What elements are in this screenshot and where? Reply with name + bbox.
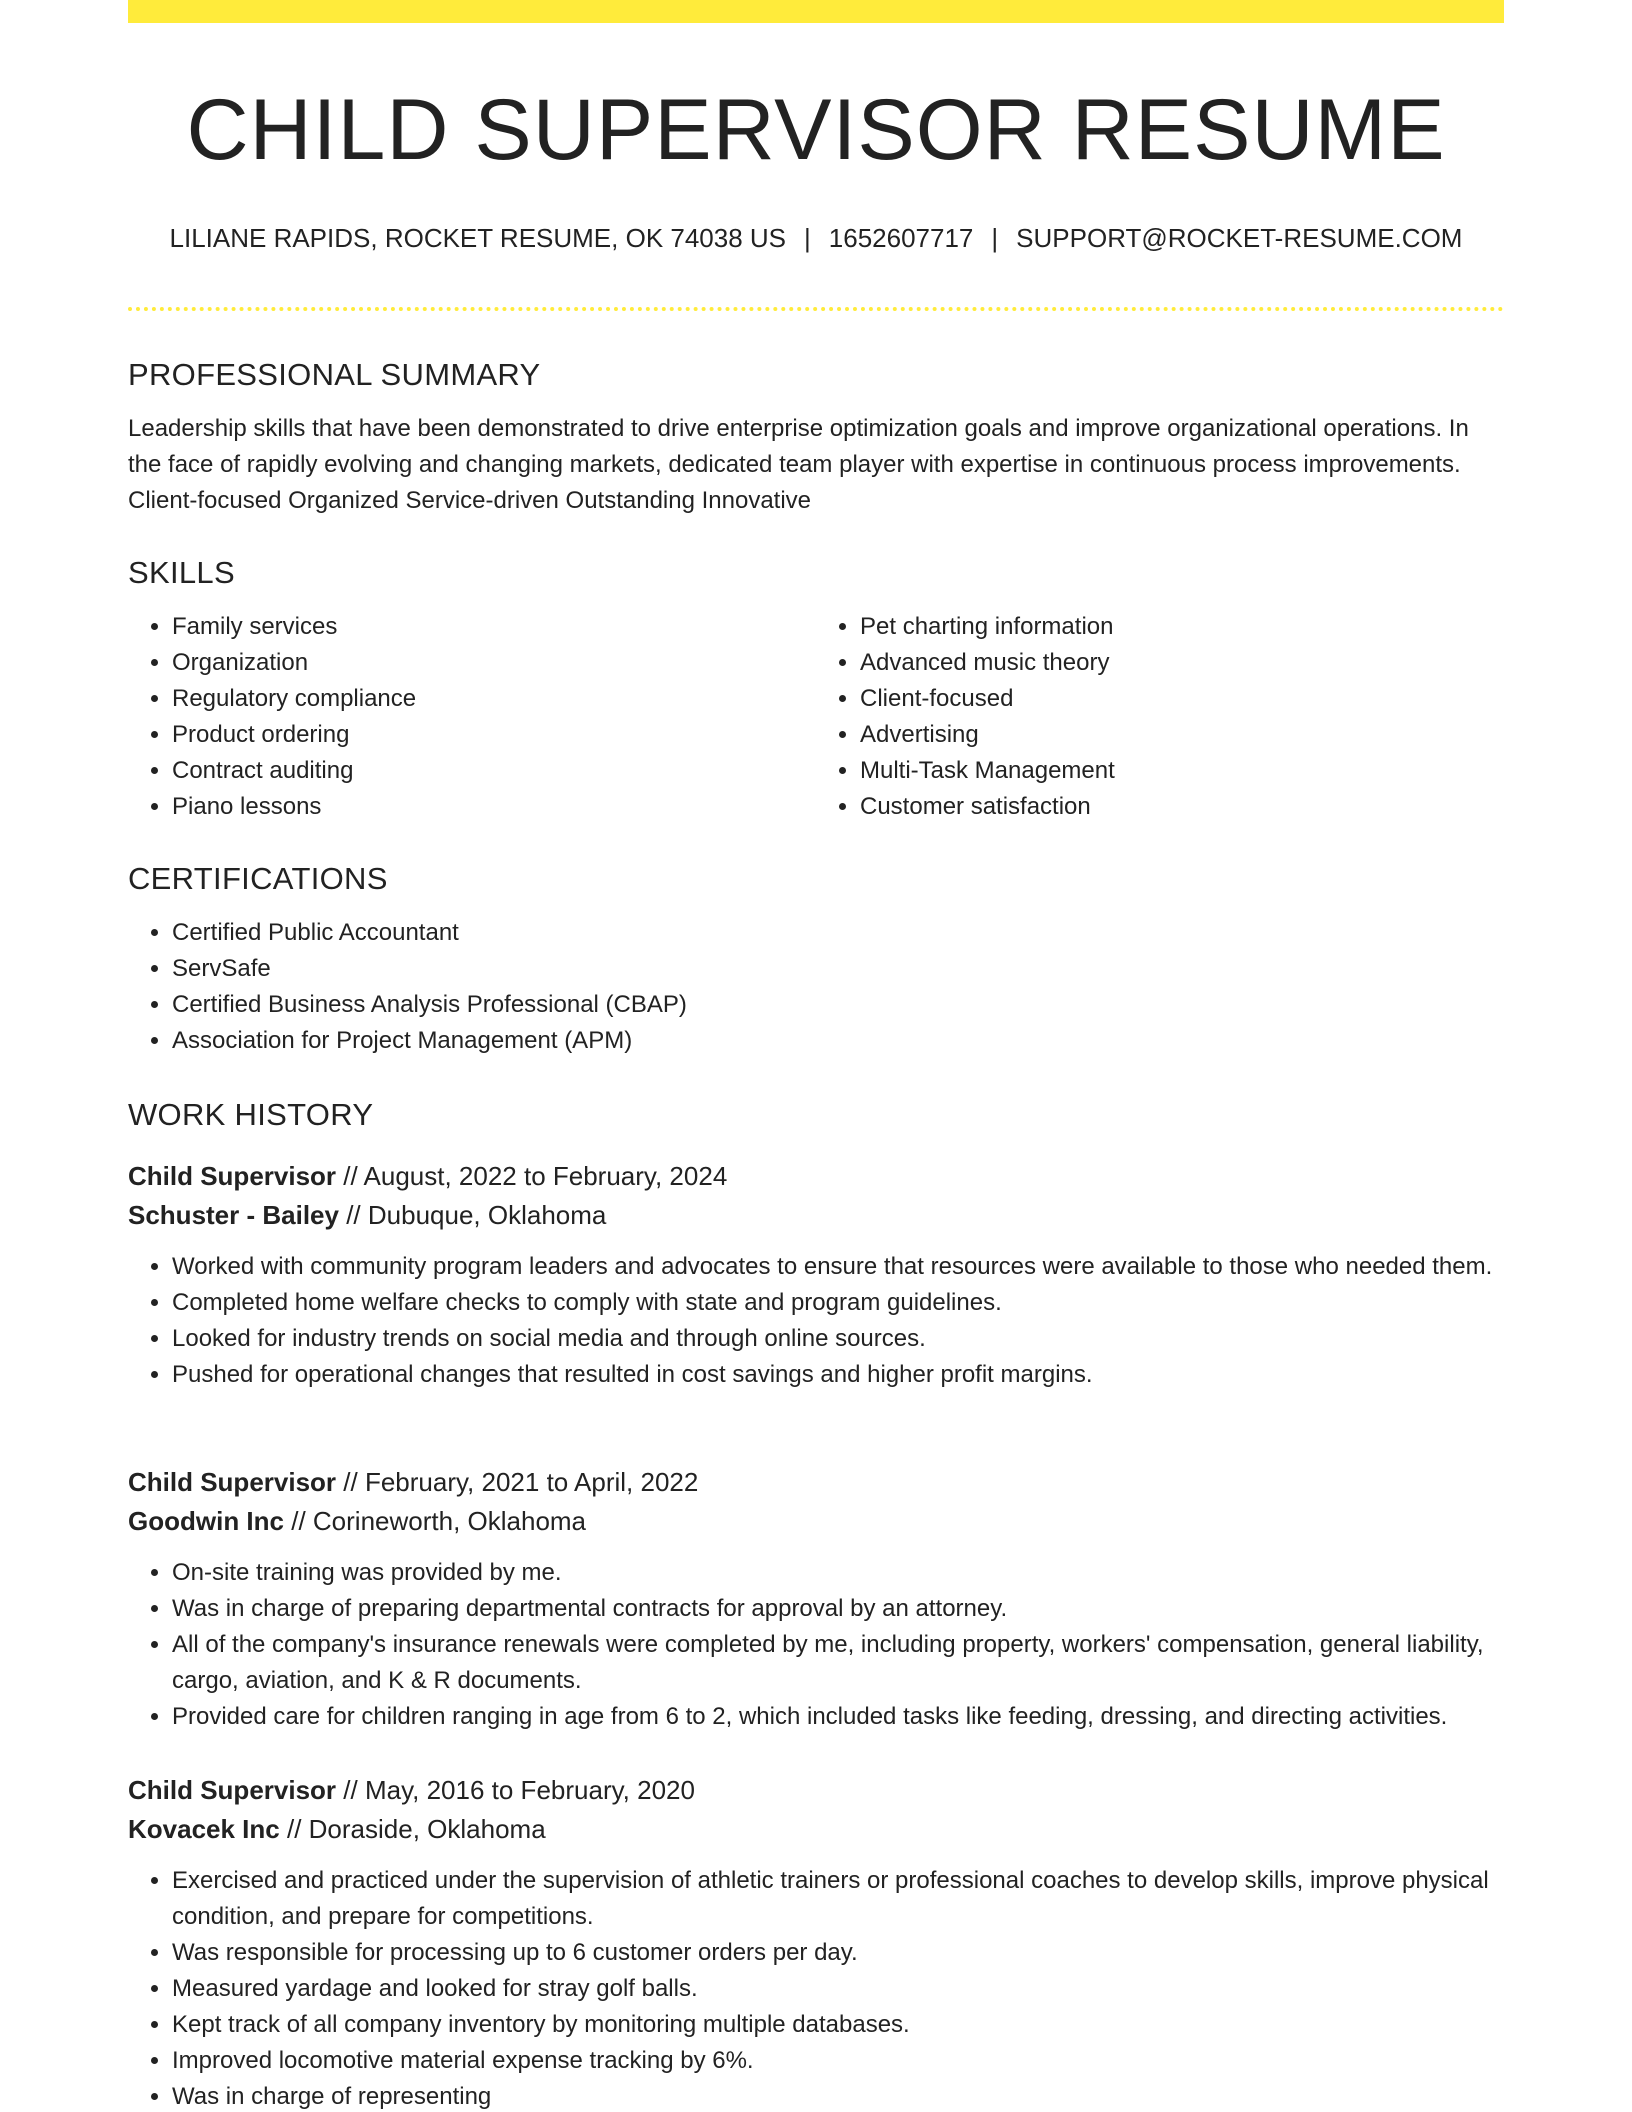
job-title: Child Supervisor xyxy=(128,1467,337,1497)
list-item: • Completed home welfare checks to comply with state and program guidelines. xyxy=(172,1285,1504,1321)
certifications-list xyxy=(128,915,1504,1059)
job-company-line xyxy=(128,1502,1504,1541)
job-title: Child Supervisor xyxy=(128,1775,337,1805)
job-separator: // xyxy=(338,1200,368,1230)
job-duties-list xyxy=(128,1863,1504,2112)
list-item: • Piano lessons xyxy=(172,789,816,825)
contact-address: LILIANE RAPIDS, ROCKET RESUME, OK 74038 US xyxy=(169,223,787,253)
list-item: • All of the company's insurance renewals were completed by me, including property, workers' compensation, general liability, cargo, aviation, and K & R documents. xyxy=(172,1627,1504,1699)
job-company: Schuster - Bailey xyxy=(128,1200,339,1230)
job-company-line xyxy=(128,1810,1504,1849)
job-separator: // xyxy=(279,1814,309,1844)
list-item: • On-site training was provided by me. xyxy=(172,1555,1504,1591)
list-item: • Provided care for children ranging in age from 6 to 2, which included tasks like feeding, dressing, and directing activities. xyxy=(172,1699,1504,1735)
contact-separator: | xyxy=(991,223,999,253)
list-item: • Family services xyxy=(172,609,816,645)
job-duties-list xyxy=(128,1555,1504,1735)
list-item: • Looked for industry trends on social media and through online sources. xyxy=(172,1321,1504,1357)
contact-phone: 1652607717 xyxy=(828,223,974,253)
job-dates: August, 2022 to February, 2024 xyxy=(363,1161,728,1191)
summary-heading: PROFESSIONAL SUMMARY xyxy=(128,357,541,392)
list-item: • Certified Public Accountant xyxy=(172,915,1504,951)
work-history-heading: WORK HISTORY xyxy=(128,1097,374,1132)
job-title: Child Supervisor xyxy=(128,1161,337,1191)
job-separator: // xyxy=(336,1775,365,1805)
job-location: Corineworth, Oklahoma xyxy=(312,1506,587,1536)
list-item: • Improved locomotive material expense tracking by 6%. xyxy=(172,2043,1504,2079)
skills-section xyxy=(128,553,1504,825)
list-item: • Product ordering xyxy=(172,717,816,753)
skills-heading: SKILLS xyxy=(128,555,235,590)
list-item: • Worked with community program leaders and advocates to ensure that resources were available to those who needed them. xyxy=(172,1249,1504,1285)
contact-separator: | xyxy=(804,223,811,253)
summary-section xyxy=(128,355,1504,519)
list-item: • Kept track of all company inventory by monitoring multiple databases. xyxy=(172,2007,1504,2043)
list-item: • Was in charge of preparing departmental contracts for approval by an attorney. xyxy=(172,1591,1504,1627)
list-item: • Multi-Task Management xyxy=(860,753,1504,789)
resume-title: CHILD SUPERVISOR RESUME xyxy=(186,82,1446,178)
summary-text: Leadership skills that have been demonstrated to drive enterprise optimization goals and improve organizational operations. In the face of rapidly evolving and changing markets, dedicated team player with expertise in continuous process improvements. Client-focused Organized Service-driven Outstanding Innovative xyxy=(128,415,1469,514)
list-item: • Association for Project Management (APM) xyxy=(172,1023,1504,1059)
job-entry xyxy=(128,1771,1504,2112)
list-item: • Contract auditing xyxy=(172,753,816,789)
list-item: • ServSafe xyxy=(172,951,1504,987)
skills-columns xyxy=(128,609,1504,825)
contact-line xyxy=(128,222,1504,254)
list-item: • Regulatory compliance xyxy=(172,681,816,717)
job-dates: February, 2021 to April, 2022 xyxy=(364,1467,699,1497)
certifications-heading: CERTIFICATIONS xyxy=(128,861,388,896)
job-location: Doraside, Oklahoma xyxy=(308,1814,546,1844)
work-history-section xyxy=(128,1095,1504,1135)
list-item: • Advanced music theory xyxy=(860,645,1504,681)
job-title-line xyxy=(128,1463,1504,1502)
certifications-section xyxy=(128,859,1504,1059)
list-item: • Organization xyxy=(172,645,816,681)
list-item: • Advertising xyxy=(860,717,1504,753)
list-item: • Pet charting information xyxy=(860,609,1504,645)
job-separator: // xyxy=(336,1467,365,1497)
skills-list-left xyxy=(128,609,816,825)
job-company: Kovacek Inc xyxy=(128,1814,280,1844)
job-entry xyxy=(128,1463,1504,1735)
job-duties-list xyxy=(128,1249,1504,1393)
job-company: Goodwin Inc xyxy=(128,1506,284,1536)
list-item: • Certified Business Analysis Professional (CBAP) xyxy=(172,987,1504,1023)
job-separator: // xyxy=(336,1161,364,1191)
job-entry xyxy=(128,1157,1504,1393)
list-item: • Exercised and practiced under the supervision of athletic trainers or professional coaches to develop skills, improve physical condition, and prepare for competitions. xyxy=(172,1863,1504,1935)
job-company-line xyxy=(128,1196,1504,1235)
skills-list-right xyxy=(816,609,1504,825)
job-title-line xyxy=(128,1157,1504,1196)
job-title-line xyxy=(128,1771,1504,1810)
list-item: • Client-focused xyxy=(860,681,1504,717)
list-item: • Was responsible for processing up to 6 customer orders per day. xyxy=(172,1935,1504,1971)
list-item: • Was in charge of representing xyxy=(172,2079,1504,2112)
list-item: • Customer satisfaction xyxy=(860,789,1504,825)
list-item: • Pushed for operational changes that resulted in cost savings and higher profit margins. xyxy=(172,1357,1504,1393)
job-separator: // xyxy=(284,1506,313,1536)
job-dates: May, 2016 to February, 2020 xyxy=(364,1775,695,1805)
job-location: Dubuque, Oklahoma xyxy=(367,1200,607,1230)
list-item: • Measured yardage and looked for stray golf balls. xyxy=(172,1971,1504,2007)
resume-content xyxy=(128,0,1504,2110)
dotted-divider xyxy=(128,307,1504,311)
contact-email: SUPPORT@ROCKET-RESUME.COM xyxy=(1016,223,1463,253)
